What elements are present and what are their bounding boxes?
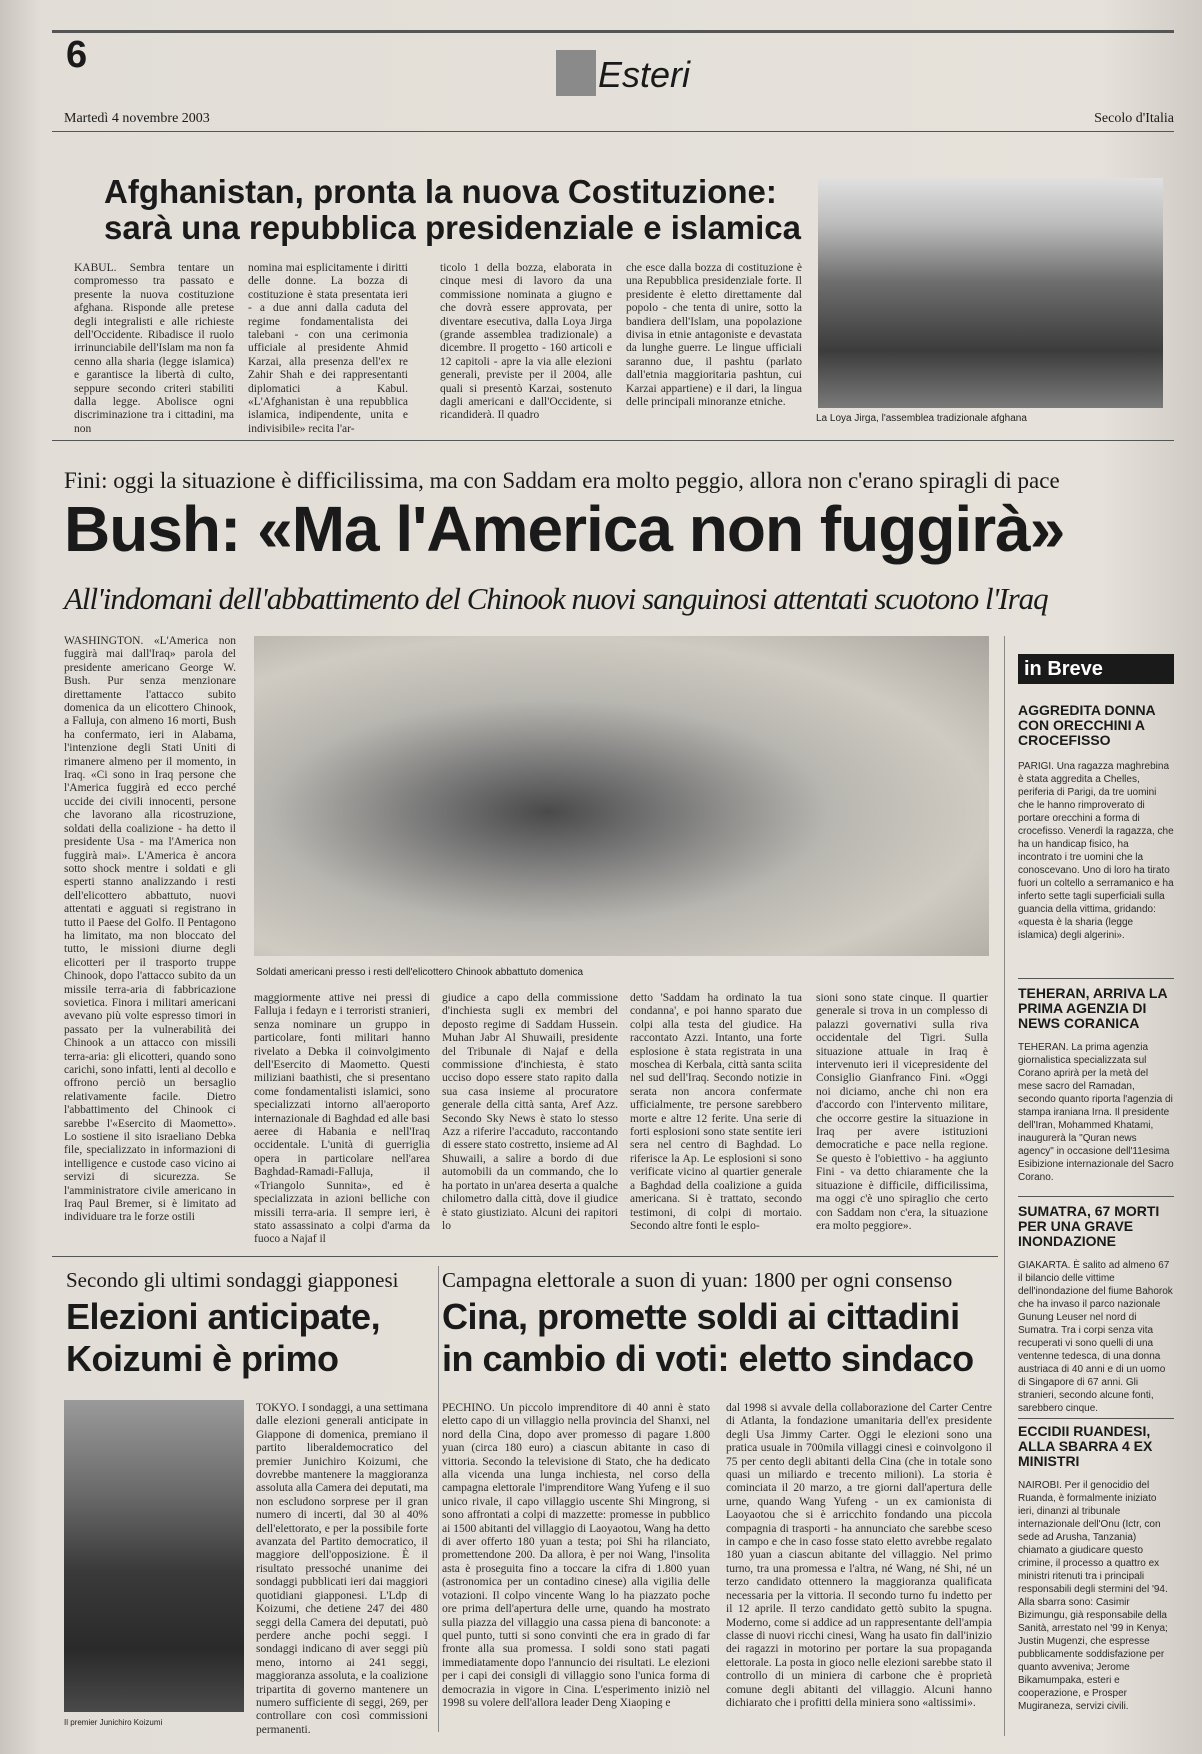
paper-name: Secolo d'Italia (1094, 111, 1174, 126)
top-rule (52, 30, 1174, 33)
japan-photo-caption: Il premier Junichiro Koizumi (64, 1718, 163, 1727)
issue-date: Martedì 4 novembre 2003 (64, 111, 210, 126)
main-column-left: WASHINGTON. «L'America non fuggirà mai dall'Iraq» parola del presidente americano George W. Bush. Pur senza menzionare direttamente l'attacco subito domenica da un elicottero Chinook, a Falluja, con almeno 16 morti, Bush ha confermato, ieri in Alabama, l'intenzione degli Stati Uniti di rimanere almeno per il momento, in Iraq. «Ci sono in Iraq persone che l'America fuggirà ed ecco perché uccide dei civili innocenti, persone che lavorano alla ricostruzione, soldati della coalizione - ha detto il presidente Usa - ma l'America non fuggirà mai». L'America è ancora sotto shock mentre i soldati e gli esperti stanno analizzando i resti dell'elicottero abbattuto, nuovi attentati e agguati si registrano in tutto il Paese del Golfo. Il Pentagono ha limitato, ma non bloccato del tutto, le missioni diurne degli elicotteri per il trasporto truppe Chinook, dopo l'attacco subito da un missile terra-aria di fabbricazione sovietica. Finora i militari americani avevano più volte espresso timori in passato per la vulnerabilità dei Chinook a un attacco con missili terra-aria: gli elicotteri, quando sono carichi, sono infatti, lenti al decollo e offrono perciò un bersaglio relativamente facile. Dietro l'abbattimento del Chinook ci sarebbe l'«Esercito di Maometto». Lo sostiene il sito israeliano Debka file, specializzato in informazioni di intelligence e custode caso vicino ai servizi di sicurezza. Se l'amministratore civile americano in Iraq Paul Bremer, si è limitato ad individuare tra le forze ostili (64, 635, 236, 1224)
afghan-column-4: che esce dalla bozza di costituzione è una Repubblica presidenziale forte. Il presidente è eletto direttamente dal popolo - che tenta di unire, sotto la bandiera dell'Islam, una popolazione divisa in etnie antagoniste e devastata da lunghe guerre. Le lingue ufficiali saranno due, il pashtu (parlato dall'etnia maggioritaria pashtun, cui Karzai appartiene) e il dari, la lingua delle principali minoranze etniche. (626, 262, 802, 409)
main-column-5: sioni sono state cinque. Il quartier generale si trova in un complesso di palazzi governativi sulla riva occidentale del Tigri. Sulla situazione attuale in Iraq è intervenuto ieri il vicepresidente del Consiglio Gianfranco Fini. «Oggi noi diciamo, anche chi non era d'accordo con l'intervento militare, che occorre gestire la situazione in Iraq per avere istituzioni democratiche e pace nella regione. Se questo è l'obiettivo - ha aggiunto Fini - va detto chiaramente che la situazione è difficile, difficilissima, ma oggi c'è uno spiraglio che certo con Saddam non c'era, la situazione era molto peggiore». (816, 992, 988, 1232)
koizumi-photo (64, 1400, 244, 1712)
chinook-wreck-photo (254, 636, 989, 956)
main-deck: All'indomani dell'abbattimento del Chinook nuovi sanguinosi attentati scuotono l'Iraq (64, 581, 1048, 616)
afghan-headline: Afghanistan, pronta la nuova Costituzione: sarà una repubblica presidenziale e islamica (104, 173, 801, 246)
afghan-bottom-rule (52, 440, 1174, 441)
breve-item-body: TEHERAN. La prima agenzia giornalistica specializzata sul Corano aprirà per la metà del mese sacro del Ramadan, secondo quanto riporta l'agenzia di stampa iraniana Irna. Il presidente dell'Iran, Mohammed Khatami, inaugurerà la "Quran news agency" in occasione dell'11esima Esibizione internazionale del Sacro Corano. (1018, 1042, 1174, 1183)
breve-item-headline: SUMATRA, 67 MORTI PER UNA GRAVE INONDAZIONE (1018, 1203, 1160, 1249)
main-kicker: Fini: oggi la situazione è difficilissima, ma con Saddam era molto peggio, allora non c'erano spiragli di pace (64, 468, 1060, 493)
breve-separator (1004, 636, 1005, 1736)
afghan-column-2: nomina mai esplicitamente i diritti delle donne. La bozza di costituzione è stata presentata ieri - a due anni dalla caduta del regime fondamentalista dei talebani - con una cerimonia ufficiale al presidente Ahmid Karzai, alla presenza dell'ex re Zahir Shah e dei rappresentanti diplomatici a Kabul. «L'Afghanistan è una repubblica islamica, indipendente, unita e indivisibile» recita l'ar- (248, 262, 408, 435)
breve-banner: in Breve (1018, 654, 1174, 684)
china-kicker: Campagna elettorale a suon di yuan: 1800 per ogni consenso (442, 1268, 953, 1292)
japan-headline: Elezioni anticipate, Koizumi è primo (66, 1296, 381, 1379)
japan-china-separator (438, 1266, 439, 1732)
masthead-rule (52, 131, 1174, 132)
china-headline: Cina, promette soldi ai cittadini in cambio di voti: eletto sindaco (442, 1296, 974, 1379)
afghan-column-1: KABUL. Sembra tentare un compromesso tra passato e presente la nuova costituzione afghana. Risponde alle pretese degli integralisti e alle richieste dell'Occidente. Ribadisce il ruolo irrinunciabile dell'Islam ma non fa cenno alla sharia (legge islamica) e garantisce la libertà di culto, seppure secondo criteri stabiliti dalla legge. Abolisce ogni discriminazione tra i cittadini, ma non (74, 262, 234, 435)
breve-item-headline: ECCIDII RUANDESI, ALLA SBARRA 4 EX MINISTRI (1018, 1423, 1153, 1469)
loya-jirga-photo (818, 178, 1163, 408)
breve-item-body: NAIROBI. Per il genocidio del Ruanda, è formalmente iniziato ieri, dinanzi al tribunale internazionale dell'Onu (Ictr, con sede ad Arusha, Tanzania) chiamato a giudicare questo crimine, il processo a quattro ex ministri ritenuti tra i principali responsabili degli stermini del '94. Alla sbarra sono: Casimir Bizimungu, già responsabile della Sanità, arrestato nel '99 in Kenya; Justin Mugenzi, che espresse pubblicamente soddisfazione per quanto avveniva; Jerome Bikamumpaka, esteri e cooperazione, e Prosper Mugiraneza, servizi civili. (1018, 1480, 1168, 1712)
section-label: Esteri (598, 54, 691, 95)
breve-item-body: GIAKARTA. È salito ad almeno 67 il bilancio delle vittime dell'inondazione del fiume Bahorok che ha invaso il parco nazionale Gunung Leuser nel nord di Sumatra. Tra i corpi senza vita recuperati vi sono quelli di una ventenne tedesca, di una donna austriaca di 40 anni e di un uomo di Singapore di 67 anni. Gli stranieri, secondo alcune fonti, sarebbero cinque. (1018, 1260, 1173, 1414)
japan-kicker: Secondo gli ultimi sondaggi giapponesi (66, 1268, 399, 1292)
breve-item (1018, 703, 1174, 954)
section-title (556, 50, 690, 96)
main-column-2: maggiormente attive nei pressi di Falluja i fedayn e i terroristi stranieri, senza nominare un gruppo in particolare, fonti militari hanno rivelato a Debka il coinvolgimento dell'Esercito di Maometto. Questi miliziani baathisti, che si presentano come fondamentalisti islamici, sono specializzati intorno all'aeroporto internazionale di Baghdad ed alle basi aeree di Habania e nell'Iraq occidentale. L'unità di guerriglia opera in particolare nell'area Baghdad-Ramadi-Falluja, il «Triangolo Sunnita», ed è specializzata in azioni belliche con missili terra-aria. Il sempre ieri, è stato assassinato a colpi d'arma da fuoco a Najaf il (254, 992, 430, 1246)
afghan-column-3: ticolo 1 della bozza, elaborata in cinque mesi di lavoro da una commissione nominata a giugno e che dovrà essere approvata, per diventare esecutiva, dalla Loya Jirga (grande assemblea tradizionale) a dicembre. Il progetto - 160 articoli e 12 capitoli - apre la via alle elezioni generali, previste per il 2004, alle quali si presentò Karzai, sostenuto dagli americani e dall'Occidente, si ricandiderà. Il quadro (440, 262, 612, 422)
breve-item-body: PARIGI. Una ragazza maghrebina è stata aggredita a Chelles, periferia di Parigi, da tre uomini che le hanno rimproverato di portare orecchini a forma di crocefisso. Venerdì la ragazza, che ha un handicap fisico, ha incontrato i tre uomini che la conoscevano. Uno di loro ha tirato fuori un coltello a serramanico e ha inferto sette tagli superficiali sulla guancia della vittima, gridando: «questa è la sharia (legge islamica) degli algerini». (1018, 761, 1174, 941)
breve-rule (1018, 1196, 1174, 1197)
breve-item (1018, 986, 1174, 1189)
breve-item-headline: AGGREDITA DONNA CON ORECCHINI A CROCEFISSO (1018, 702, 1156, 748)
breve-rule (1018, 1418, 1174, 1419)
china-column-2: dal 1998 si avvale della collaborazione del Carter Centre di Atlanta, la fondazione umanitaria dell'ex presidente degli Usa Jimmy Carter. Oggi le elezioni sono una pratica usuale in 700mila villaggi cinesi e coinvolgono il 75 per cento degli abitanti della Cina (che in totale sono quasi un miliardo e trecento milioni). La storia è cominciata il 20 marzo, a tre giorni dall'apertura delle urne, quando Wang Yufeng - un ex camionista di Laoyaotou che si è arricchito fondando una piccola compagnia di trasporti - ha annunciato che sarebbe sceso in campo e che in caso fosse stato eletto avrebbe regalato 180 yuan a ciascun abitante del villaggio. Nel primo turno, tra una promessa e l'altra, né Wang, né Shi, né un terzo candidato ottennero la maggioranza qualificata necessaria per la vittoria. Il secondo turno fu indetto per il 12 aprile. Il terzo candidato gettò subito la spugna. Moderno, come si addice ad un rappresentante dell'ampia classe di nuovi ricchi cinesi, Wang ha usato fin dall'inizio dei ragazzi in motorino per portare la sua propaganda elettorale. La posta in gioco nelle elezioni sarebbe stato il controllo di un miniera di carbone che è proprietà comune degli abitanti del villaggio. Alcuni hanno dichiarato che i profitti della miniera sono «altissimi». (726, 1402, 992, 1709)
japan-body: TOKYO. I sondaggi, a una settimana dalle elezioni generali anticipate in Giappone di domenica, premiano il partito liberaldemocratico del premier Junichiro Koizumi, che dovrebbe mantenere la maggioranza assoluta alla Camera dei deputati, ma non escludono sorprese per il gran numero di incerti, dal 30 al 40% dell'elettorato, e per la possibile forte avanzata del Partito democratico, il maggiore dell'opposizione. È il risultato pressoché unanime dei sondaggi pubblicati ieri dai maggiori quotidiani giapponesi. L'Ldp di Koizumi, che detiene 247 dei 480 seggi della Camera dei deputati, può perdere anche pochi seggi. I sondaggi indicano di aver seggi più meno, intorno ai 241 seggi, maggioranza assoluta, e la coalizione tripartita di governo mantenere un numero sufficiente di seggi, 269, per controllare con così commissioni permanenti. (256, 1402, 428, 1736)
section-initial-block (556, 50, 596, 96)
breve-item (1018, 1204, 1174, 1415)
breve-rule (1018, 978, 1174, 979)
china-column-1: PECHINO. Un piccolo imprenditore di 40 anni è stato eletto capo di un villaggio nella provincia del Shanxi, nel nord della Cina, dopo aver promesso di pagare 1.800 yuan (circa 180 euro) a ciascun abitante in caso di vittoria. Secondo la televisione di Stato, che ha dedicato alla vicenda una lunga inchiesta, nel corso della campagna elettorale l'imprenditore Wang Yufeng e il suo unico rivale, il capo villaggio uscente Shi Mingrong, si sono affrontati a colpi di mazzette: promesse in pubblico ai 1500 abitanti del villaggio di Laoyaotou, Wang ha detto di aver offerto 180 yuan a testa; poi Shi ha rilanciato, promettendone 200. Da allora, è per noi Wang, l'insolita asta è proseguita fino a toccare la cifra di 1.800 yuan (astronomica per un contadino cinese) alla vigilia delle votazioni. Il colpo vincente Wang lo ha piazzato poche ore prima dell'apertura delle urne, quando ha mostrato sulla piazza del villaggio una cassa piena di banconote: a quel punto, tutti si sono convinti che era in grado di far fronte alla sua promessa. I soldi sono stati pagati immediatamente dopo l'annuncio dei risultati. Le elezioni per i capi dei consigli di villaggio sono l'unica forma di democrazia in vigore in Cina. L'esperimento iniziò nel 1998 su volere dell'allora leader Deng Xiaoping e (442, 1402, 710, 1709)
lower-section-rule (52, 1256, 998, 1257)
breve-item-headline: TEHERAN, ARRIVA LA PRIMA AGENZIA DI NEWS CORANICA (1018, 985, 1168, 1031)
page-number: 6 (66, 34, 88, 76)
main-column-3: giudice a capo della commissione d'inchiesta sugli ex membri del deposto regime di Saddam Hussein. Muhan Jabr Al Shuwaili, presidente del Tribunale di Najaf e della commissione d'inchiesta, è stato ucciso dopo essere stato rapito dalla sua casa insieme al procuratore generale della città santa, Aref Azz. Secondo Sky News è stato lo stesso Azz a riferire l'accaduto, raccontando di essere stato costretto, insieme ad Al Shuwaili, a salire a bordo di due automobili da un commando, che lo ha portato in un'area deserta a qualche chilometro dalla città, dove il giudice è stato giustiziato. Alcuni dei rapitori lo (442, 992, 618, 1232)
afghan-photo-caption: La Loya Jirga, l'assemblea tradizionale afghana (816, 413, 1027, 424)
main-photo-caption: Soldati americani presso i resti dell'elicottero Chinook abbattuto domenica (256, 967, 584, 978)
main-column-4: detto 'Saddam ha ordinato la tua condanna', e poi hanno sparato due colpi alla testa del giudice. Ha raccontato Azzi. Intanto, una forte esplosione è stata registrata in una moschea di Kerbala, città santa sciita nel sud dell'Iraq. Secondo notizie in serata non ancora confermate ufficialmente, tre persone sarebbero morte e altre 12 ferite. Una serie di forti esplosioni sono state sentite ieri sera nel centro di Baghdad. Lo riferisce la Ap. Le esplosioni si sono verificate vicino al quartier generale a Baghdad della coalizione a guida americana. Si è trattato, secondo testimoni, di colpi di mortaio. Secondo altre fonti le esplo- (630, 992, 802, 1232)
main-headline: Bush: «Ma l'America non fuggirà» (64, 493, 1065, 565)
breve-item (1018, 1424, 1174, 1735)
